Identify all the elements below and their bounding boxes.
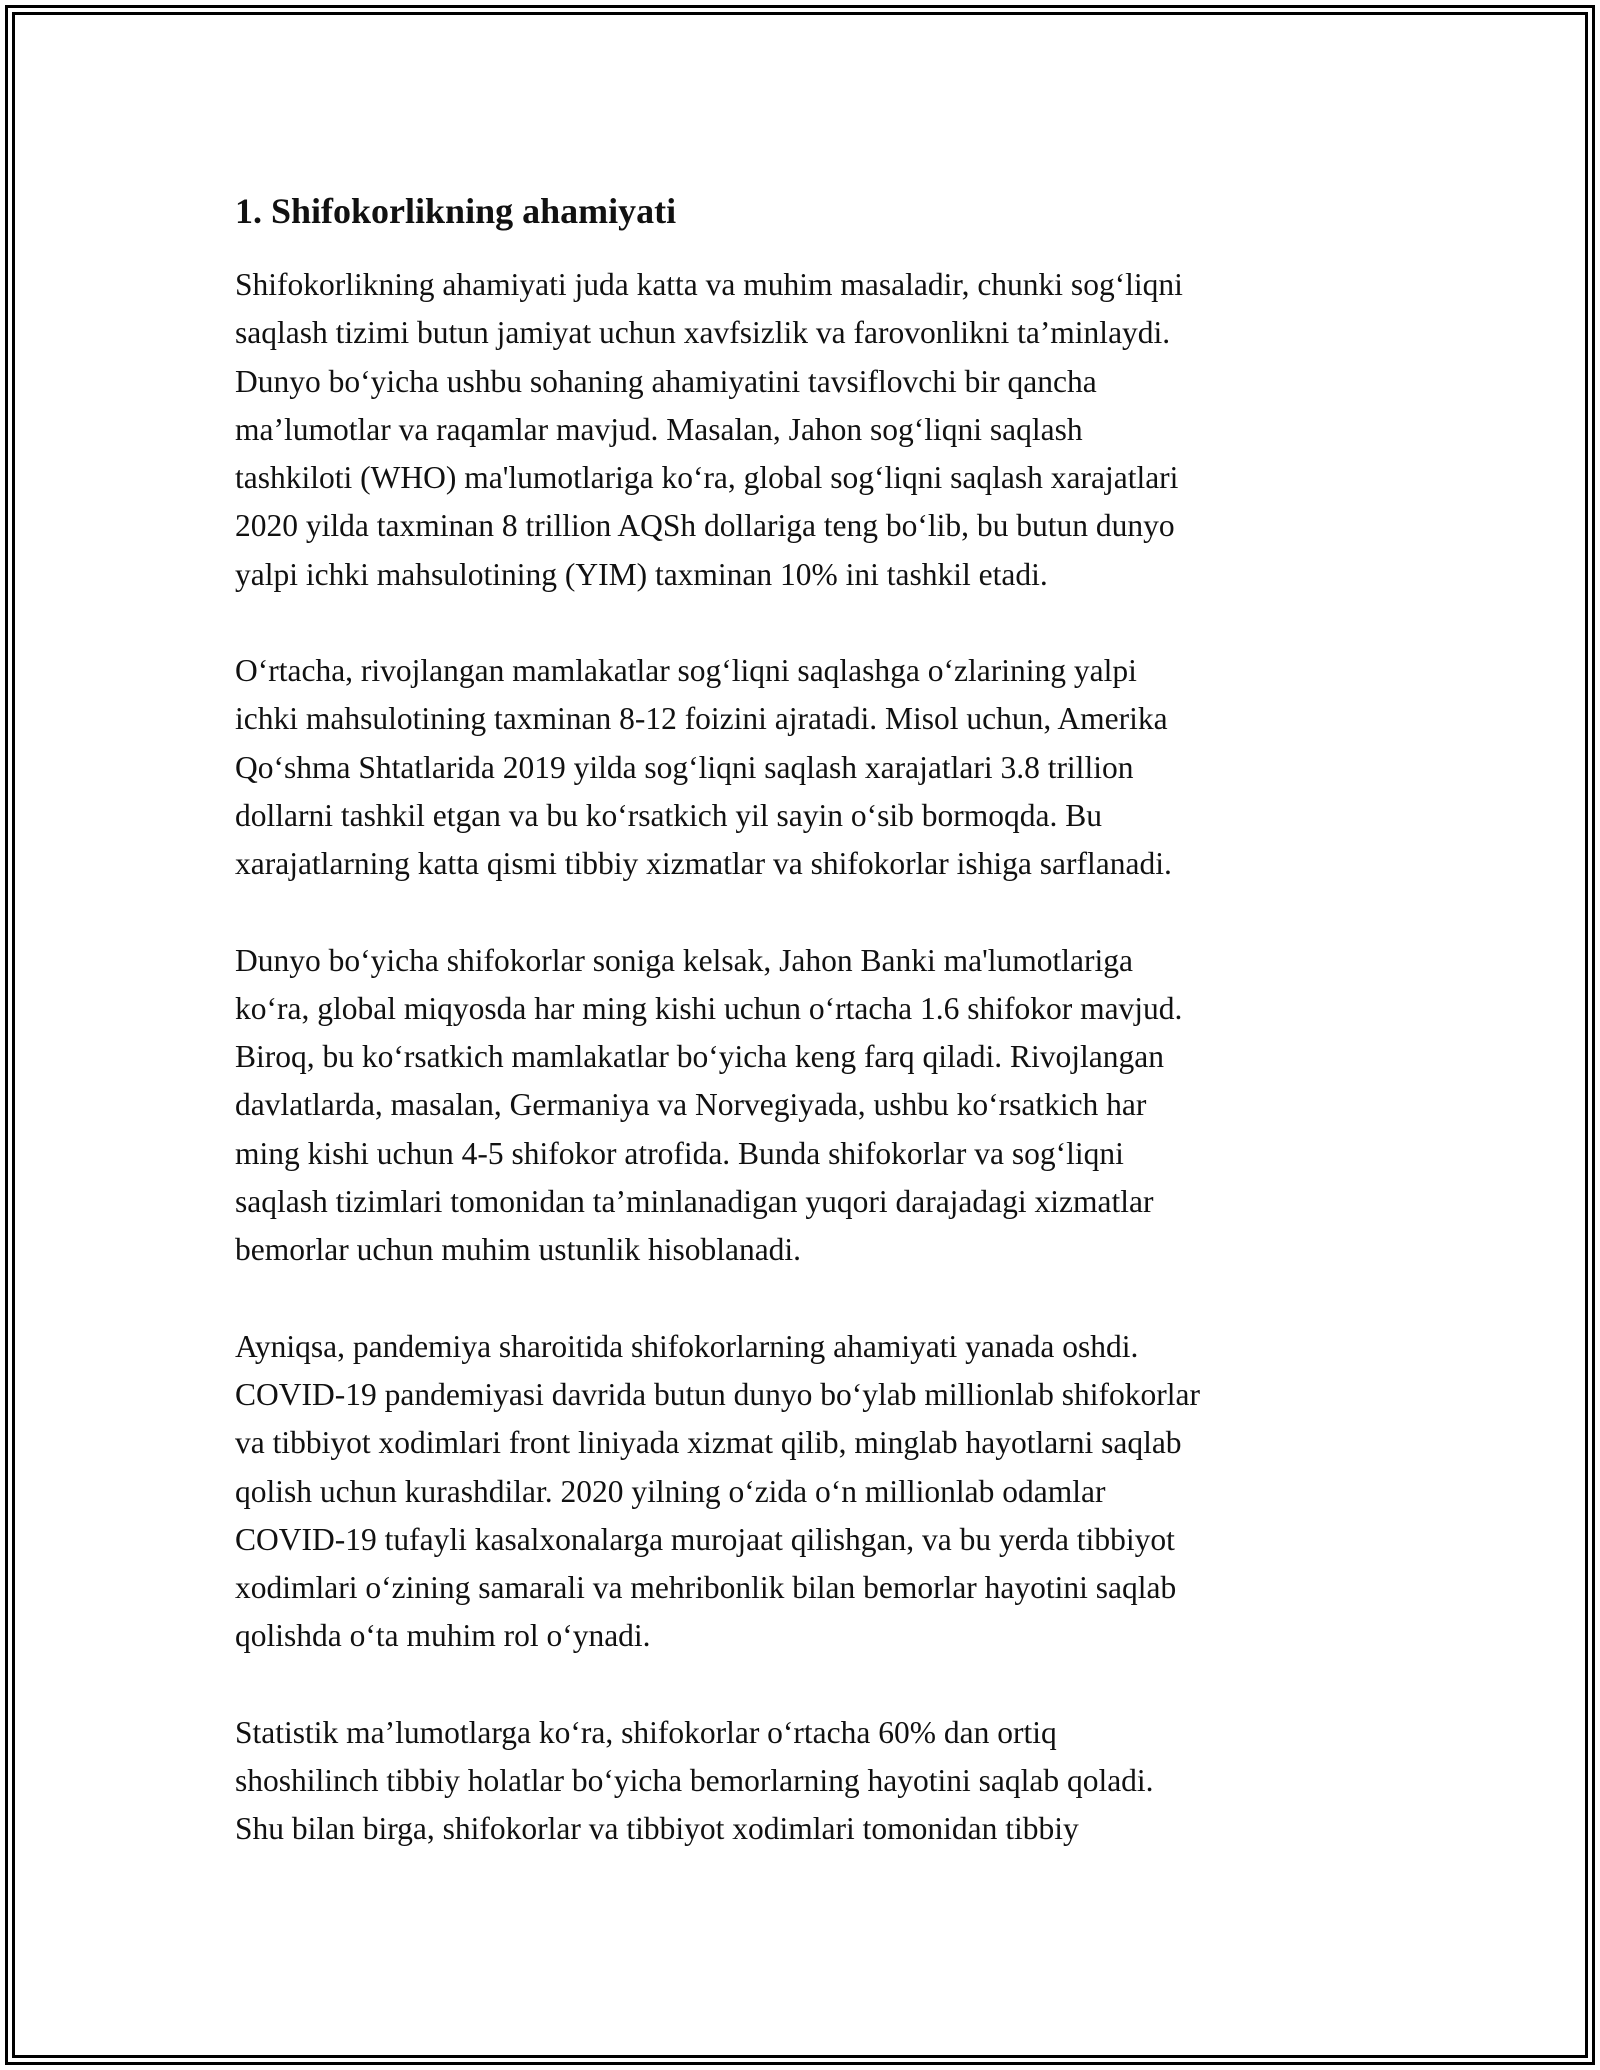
paragraph-1 (235, 261, 1385, 599)
paragraph-line: ming kishi uchun 4-5 shifokor atrofida. Bunda shifokorlar va sog‘liqni (235, 1135, 1124, 1171)
paragraph-line: COVID-19 pandemiyasi davrida butun dunyo bo‘ylab millionlab shifokorlar (235, 1376, 1200, 1412)
paragraph-line: va tibbiyot xodimlari front liniyada xizmat qilib, minglab hayotlarni saqlab (235, 1425, 1182, 1461)
paragraph-4 (235, 1323, 1385, 1661)
paragraph-line: dollarni tashkil etgan va bu ko‘rsatkich yil sayin o‘sib bormoqda. Bu (235, 797, 1102, 833)
paragraph-line: ichki mahsulotining taxminan 8-12 foizini ajratadi. Misol uchun, Amerika (235, 701, 1168, 737)
paragraph-line: ma’lumotlar va raqamlar mavjud. Masalan, Jahon sog‘liqni saqlash (235, 411, 1083, 447)
paragraph-line: xodimlari o‘zining samarali va mehribonlik bilan bemorlar hayotini saqlab (235, 1570, 1177, 1606)
paragraph-line: bemorlar uchun muhim ustunlik hisoblanadi. (235, 1232, 802, 1268)
paragraph-line: O‘rtacha, rivojlangan mamlakatlar sog‘liqni saqlashga o‘zlarining yalpi (235, 653, 1137, 689)
section-heading: 1. Shifokorlikning ahamiyati (235, 191, 677, 231)
paragraph-line: davlatlarda, masalan, Germaniya va Norvegiyada, ushbu ko‘rsatkich har (235, 1087, 1147, 1123)
paragraph-line: saqlash tizimi butun jamiyat uchun xavfsizlik va farovonlikni ta’minlaydi. (235, 315, 1171, 351)
paragraph-line: Ayniqsa, pandemiya sharoitida shifokorlarning ahamiyati yanada oshdi. (235, 1328, 1139, 1364)
paragraph-line: Dunyo bo‘yicha ushbu sohaning ahamiyatini tavsiflovchi bir qancha (235, 363, 1097, 399)
paragraph-line: Qo‘shma Shtatlarida 2019 yilda sog‘liqni saqlash xarajatlari 3.8 trillion (235, 749, 1134, 785)
paragraph-2 (235, 647, 1385, 888)
paragraph-line: xarajatlarning katta qismi tibbiy xizmatlar va shifokorlar ishiga sarflanadi. (235, 846, 1172, 882)
paragraph-line: Dunyo bo‘yicha shifokorlar soniga kelsak, Jahon Banki ma'lumotlariga (235, 942, 1133, 978)
paragraph-line: qolishda o‘ta muhim rol o‘ynadi. (235, 1618, 651, 1654)
paragraph-line: Shu bilan birga, shifokorlar va tibbiyot xodimlari tomonidan tibbiy (235, 1811, 1079, 1847)
paragraph-line: yalpi ichki mahsulotining (YIM) taxminan 10% ini tashkil etadi. (235, 556, 1048, 592)
paragraph-line: Shifokorlikning ahamiyati juda katta va muhim masaladir, chunki sog‘liqni (235, 267, 1183, 302)
paragraph-line: COVID-19 tufayli kasalxonalarga murojaat qilishgan, va bu yerda tibbiyot (235, 1521, 1175, 1557)
paragraph-line: 2020 yilda taxminan 8 trillion AQSh dollariga teng bo‘lib, bu butun dunyo (235, 508, 1175, 544)
paragraph-5 (235, 1709, 1385, 1854)
paragraph-line: shoshilinch tibbiy holatlar bo‘yicha bemorlarning hayotini saqlab qoladi. (235, 1763, 1154, 1799)
paragraph-line: saqlash tizimlari tomonidan ta’minlanadigan yuqori darajadagi xizmatlar (235, 1184, 1154, 1220)
paragraph-line: qolish uchun kurashdilar. 2020 yilning o‘zida o‘n millionlab odamlar (235, 1473, 1106, 1509)
paragraph-line: Biroq, bu ko‘rsatkich mamlakatlar bo‘yicha keng farq qiladi. Rivojlangan (235, 1039, 1164, 1075)
paragraph-line: tashkiloti (WHO) ma'lumotlariga ko‘ra, global sog‘liqni saqlash xarajatlari (235, 460, 1179, 496)
paragraph-line: ko‘ra, global miqyosda har ming kishi uchun o‘rtacha 1.6 shifokor mavjud. (235, 990, 1183, 1026)
document-body (235, 186, 1385, 1902)
paragraph-line: Statistik ma’lumotlarga ko‘ra, shifokorlar o‘rtacha 60% dan ortiq (235, 1714, 1057, 1750)
paragraph-3 (235, 937, 1385, 1275)
